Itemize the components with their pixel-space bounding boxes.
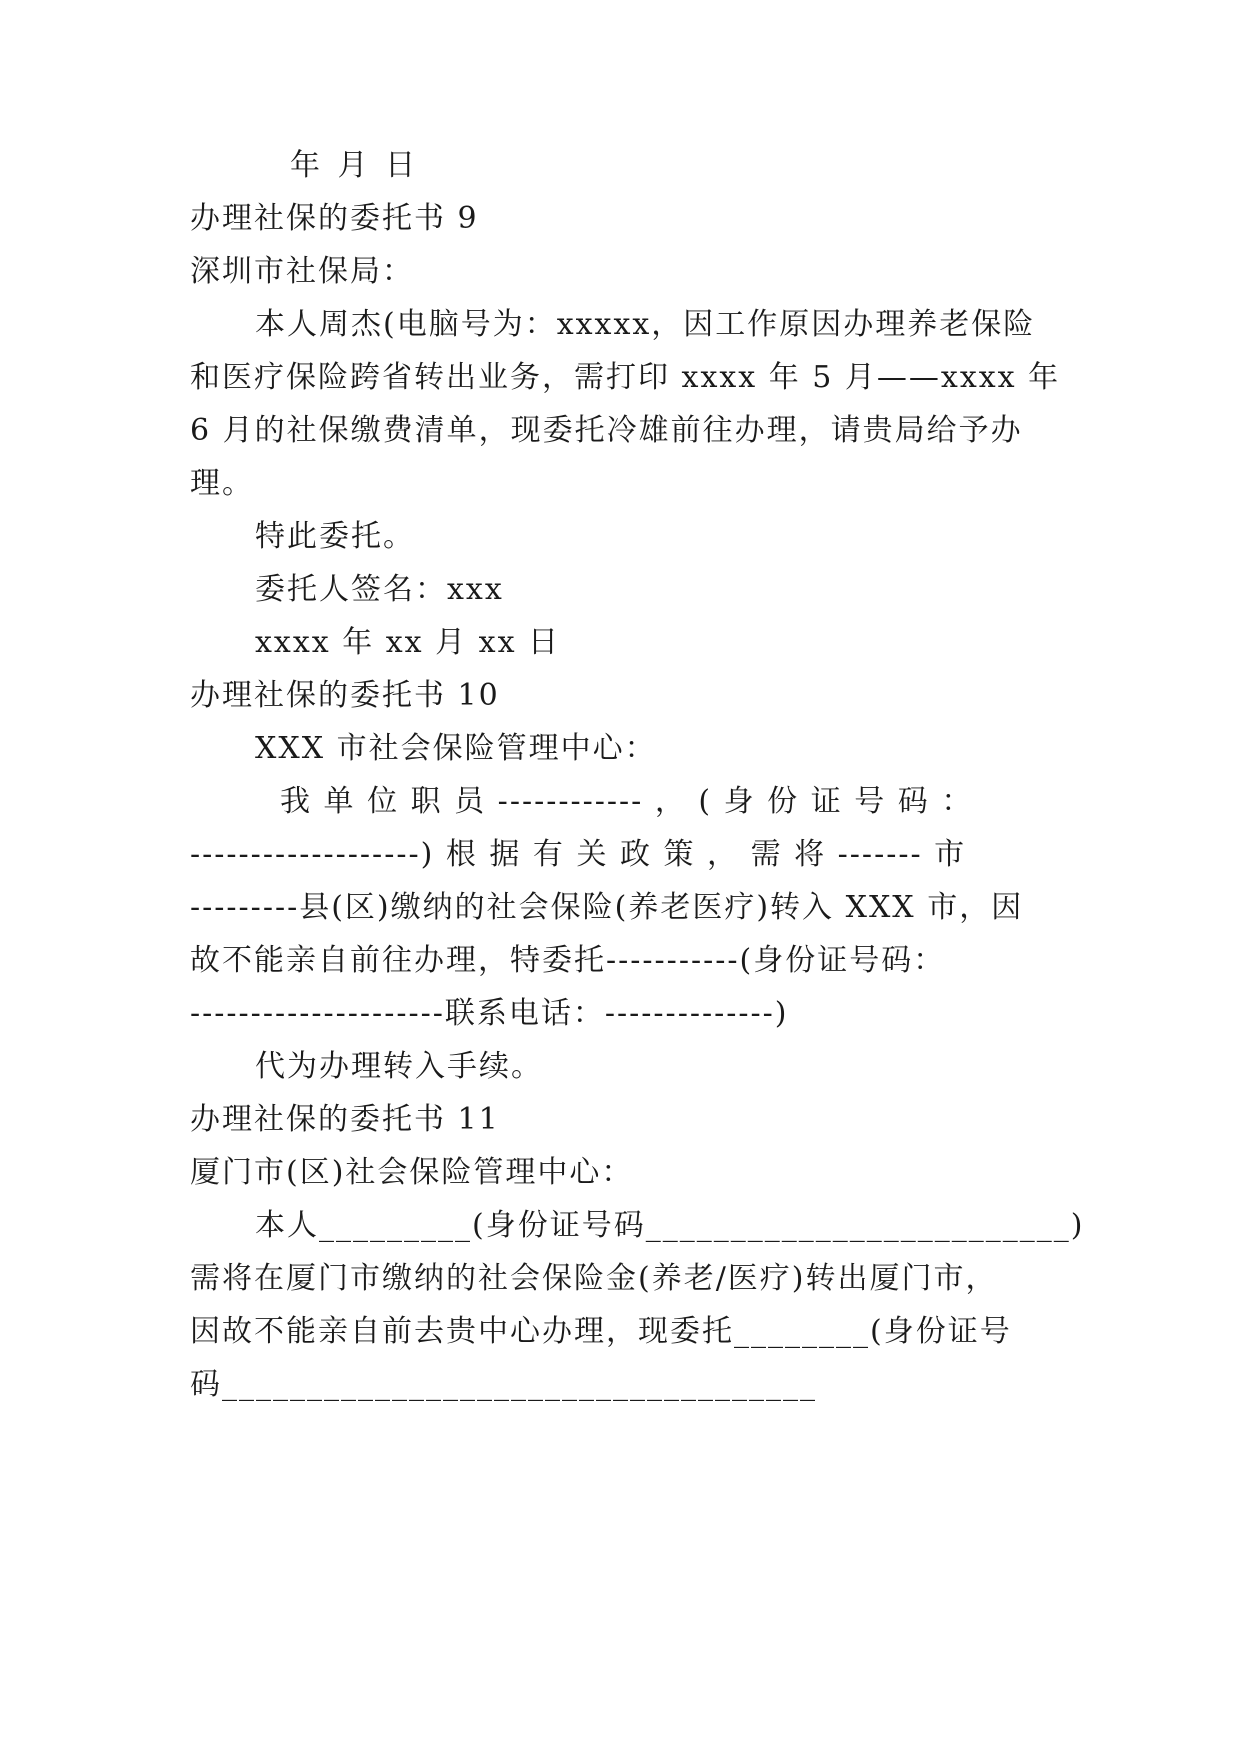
addressee-9: 深圳市社保局： <box>190 254 414 289</box>
paragraph-11-line-3: 因故不能亲自前去贵中心办理，现委托________(身份证号 <box>190 1314 1012 1349</box>
paragraph-11-line-4: 码___________________________________ <box>190 1367 817 1402</box>
heading-11: 办理社保的委托书 11 <box>190 1102 500 1137</box>
heading-10: 办理社保的委托书 10 <box>190 678 500 713</box>
paragraph-10-line-4: 故不能亲自前往办理，特委托-----------(身份证号码： <box>190 943 946 978</box>
date-line: 年 月 日 <box>290 148 420 183</box>
addressee-11: 厦门市(区)社会保险管理中心： <box>190 1155 634 1190</box>
paragraph-10-line-6: 代为办理转入手续。 <box>255 1049 543 1084</box>
addressee-10: XXX 市社会保险管理中心： <box>255 731 657 766</box>
paragraph-9-line-4: 理。 <box>190 466 254 501</box>
paragraph-10-line-1: 我 单 位 职 员 ------------ ， ( 身 份 证 号 码 ： <box>280 784 974 819</box>
paragraph-11-line-2: 需将在厦门市缴纳的社会保险金(养老/医疗)转出厦门市， <box>190 1261 998 1296</box>
paragraph-9-line-3: 6 月的社保缴费清单，现委托冷雄前往办理，请贵局给予办 <box>190 413 1023 448</box>
paragraph-10-line-5: ---------------------联系电话：--------------) <box>190 996 789 1031</box>
paragraph-10-line-2: -------------------) 根 据 有 关 政 策 ， 需 将 ------- 市 <box>190 837 967 872</box>
paragraph-11-line-1: 本人_________(身份证号码_________________________) <box>255 1208 1085 1243</box>
date-9: xxxx 年 xx 月 xx 日 <box>255 625 561 660</box>
heading-9: 办理社保的委托书 9 <box>190 201 479 236</box>
signature-9: 委托人签名：xxx <box>255 572 504 607</box>
paragraph-9-line-1: 本人周杰(电脑号为：xxxxx，因工作原因办理养老保险 <box>255 307 1036 342</box>
closing-9: 特此委托。 <box>255 519 415 554</box>
paragraph-9-line-2: 和医疗保险跨省转出业务，需打印 xxxx 年 5 月——xxxx 年 <box>190 360 1061 395</box>
paragraph-10-line-3: ---------县(区)缴纳的社会保险(养老医疗)转入 XXX 市，因 <box>190 890 1024 925</box>
